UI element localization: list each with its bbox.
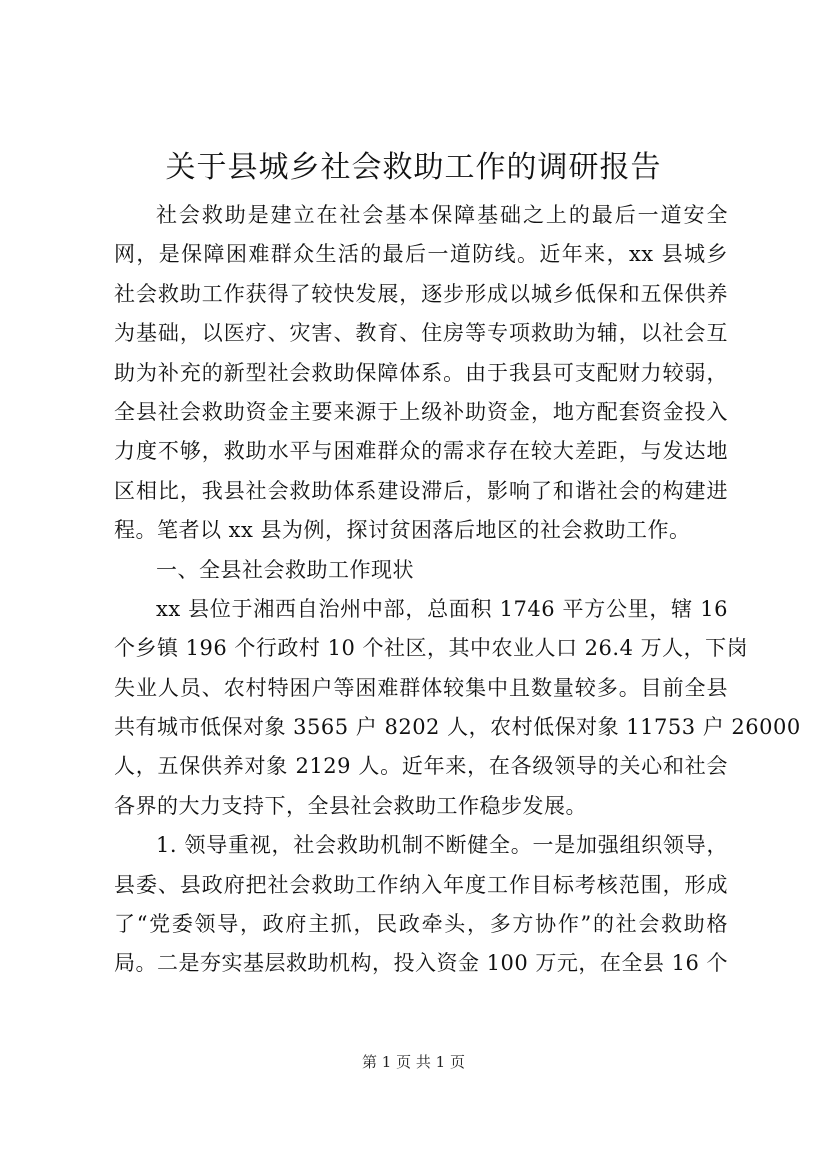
paragraph-line: 助为补充的新型社会救助保障体系。由于我县可支配财力较弱， xyxy=(114,360,728,385)
paragraph-line: 1. 领导重视，社会救助机制不断健全。一是加强组织领导， xyxy=(156,833,728,858)
paragraph-line: 失业人员、农村特困户等困难群体较集中且数量较多。目前全县 xyxy=(114,675,728,700)
paragraph-line: 局。二是夯实基层救助机构，投入资金 100 万元，在全县 16 个 xyxy=(114,951,729,976)
paragraph-line: 程。笔者以 xx 县为例，探讨贫困落后地区的社会救助工作。 xyxy=(114,518,691,543)
paragraph-line: 网，是保障困难群众生活的最后一道防线。近年来，xx 县城乡 xyxy=(114,242,728,267)
paragraph-line: 了“党委领导，政府主抓，民政牵头，多方协作”的社会救助格 xyxy=(114,912,728,937)
paragraph-line: 人，五保供养对象 2129 人。近年来，在各级领导的关心和社会 xyxy=(114,754,728,779)
paragraph-line: 县委、县政府把社会救助工作纳入年度工作目标考核范围，形成 xyxy=(114,872,728,897)
section-heading: 一、全县社会救助工作现状 xyxy=(156,557,414,582)
paragraph-line: 个乡镇 196 个行政村 10 个社区，其中农业人口 26.4 万人，下岗 xyxy=(114,636,749,661)
paragraph-line: 力度不够，救助水平与困难群众的需求存在较大差距，与发达地 xyxy=(114,439,728,464)
document-title: 关于县城乡社会救助工作的调研报告 xyxy=(165,150,662,185)
paragraph-line: 区相比，我县社会救助体系建设滞后，影响了和谐社会的构建进 xyxy=(114,478,728,503)
paragraph-line: 社会救助工作获得了较快发展，逐步形成以城乡低保和五保供养 xyxy=(114,281,728,306)
document-body xyxy=(114,196,801,984)
paragraph-line: 全县社会救助资金主要来源于上级补助资金，地方配套资金投入 xyxy=(114,399,728,424)
paragraph-line: 为基础，以医疗、灾害、教育、住房等专项救助为辅，以社会互 xyxy=(114,321,728,346)
page-number-footer: 第 1 页 共 1 页 xyxy=(362,1053,465,1071)
paragraph-line: 共有城市低保对象 3565 户 8202 人，农村低保对象 11753 户 26000 xyxy=(114,715,801,740)
paragraph-line: 各界的大力支持下，全县社会救助工作稳步发展。 xyxy=(114,793,587,818)
paragraph-line: 社会救助是建立在社会基本保障基础之上的最后一道安全 xyxy=(156,203,728,227)
paragraph-line: xx 县位于湘西自治州中部，总面积 1746 平方公里，辖 16 xyxy=(156,596,728,621)
